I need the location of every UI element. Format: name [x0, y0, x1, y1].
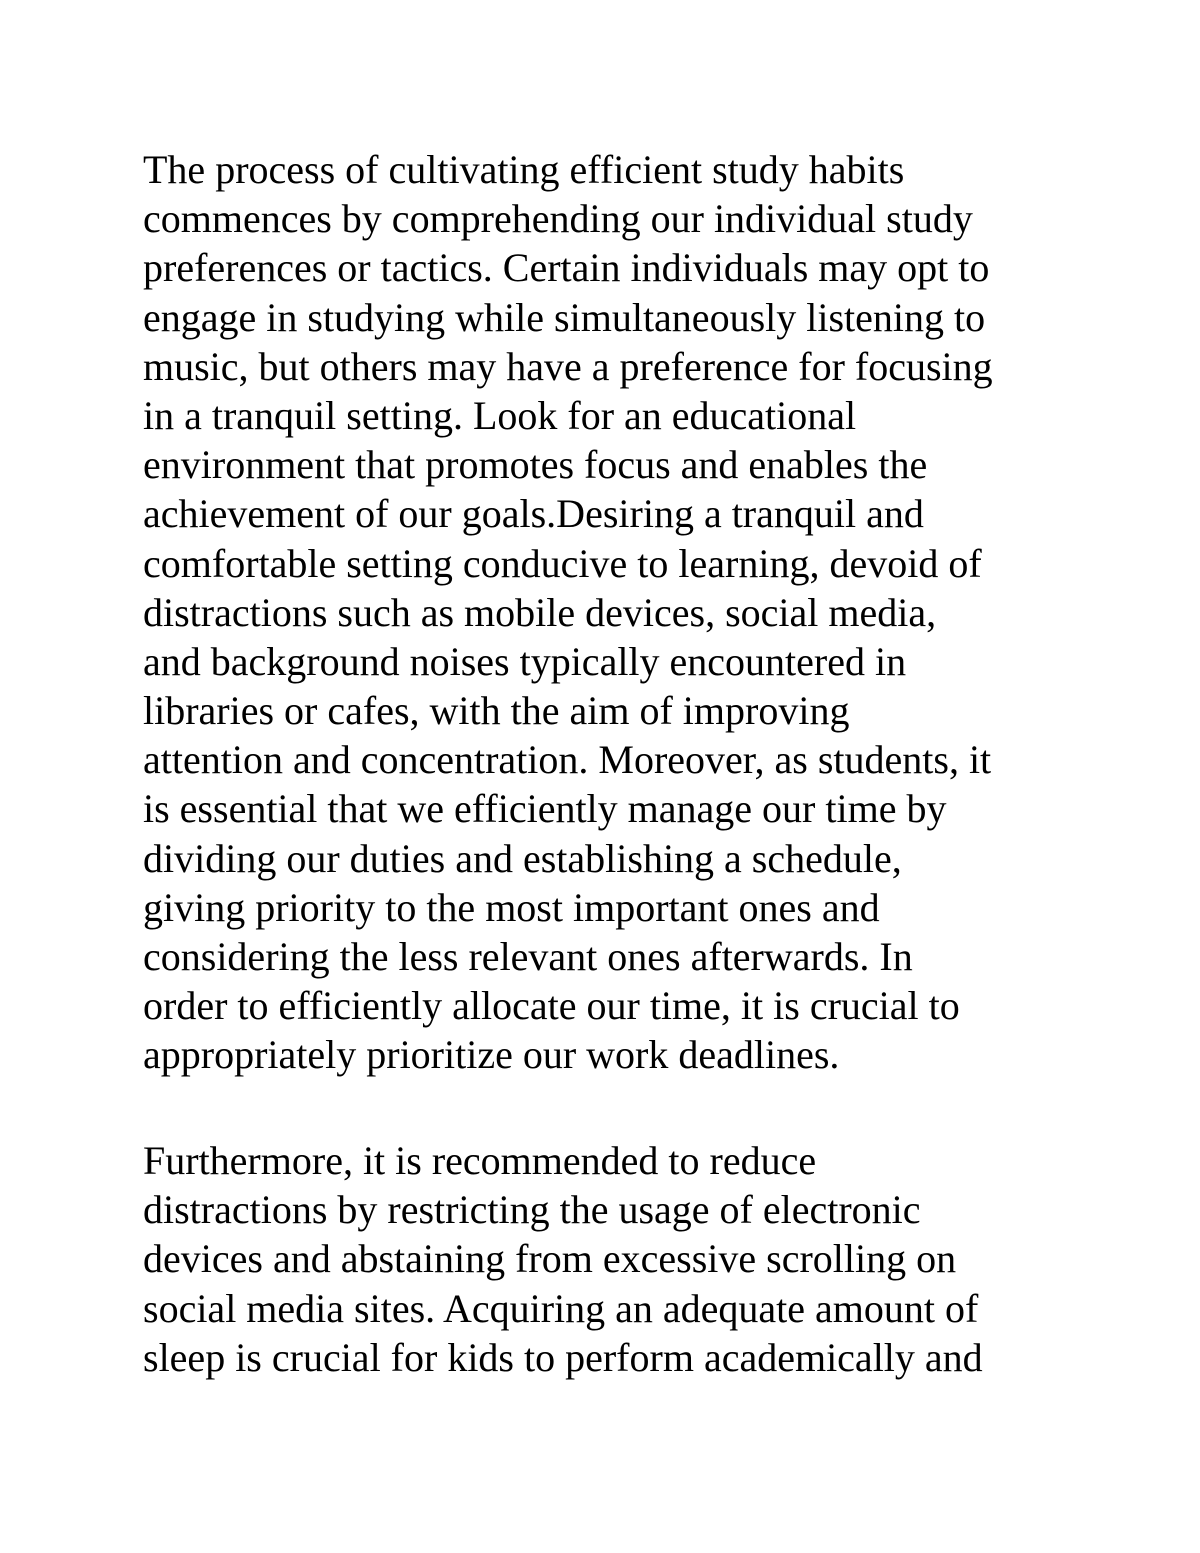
text-line: sleep is crucial for kids to perform academically and — [143, 1334, 983, 1380]
text-line: environment that promotes focus and enables the — [143, 442, 928, 488]
text-line: is essential that we efficiently manage our time by — [143, 786, 947, 832]
text-line: music, but others may have a preference for focusing — [143, 343, 993, 389]
text-line: commences by comprehending our individual study — [143, 196, 973, 242]
text-line: achievement of our goals.Desiring a tranquil and — [143, 491, 924, 537]
text-line: devices and abstaining from excessive scrolling on — [143, 1236, 957, 1282]
text-line: considering the less relevant ones afterwards. In — [143, 934, 913, 979]
text-line: in a tranquil setting. Look for an educational — [143, 392, 857, 438]
text-line: comfortable setting conducive to learning, devoid of — [143, 540, 982, 586]
text-line: giving priority to the most important ones and — [143, 884, 880, 930]
text-line: attention and concentration. Moreover, as students, it — [143, 737, 992, 783]
text-line: and background noises typically encountered in — [143, 638, 907, 684]
text-line: preferences or tactics. Certain individuals may opt to — [143, 245, 990, 291]
text-line: dividing our duties and establishing a schedule, — [143, 835, 902, 881]
text-line: distractions by restricting the usage of electronic — [143, 1187, 921, 1233]
text-line: distractions such as mobile devices, social media, — [143, 589, 937, 635]
text-line: The process of cultivating efficient study habits — [143, 147, 905, 192]
text-line: social media sites. Acquiring an adequate amount of — [143, 1285, 979, 1331]
paragraph-1 — [143, 145, 1083, 1080]
text-line: appropriately prioritize our work deadlines. — [143, 1032, 840, 1078]
text-line: libraries or cafes, with the aim of improving — [143, 688, 850, 734]
text-line: engage in studying while simultaneously listening to — [143, 294, 986, 340]
text-line: order to efficiently allocate our time, it is crucial to — [143, 983, 960, 1029]
text-line: Furthermore, it is recommended to reduce — [143, 1138, 817, 1183]
paragraph-2 — [143, 1136, 1083, 1382]
